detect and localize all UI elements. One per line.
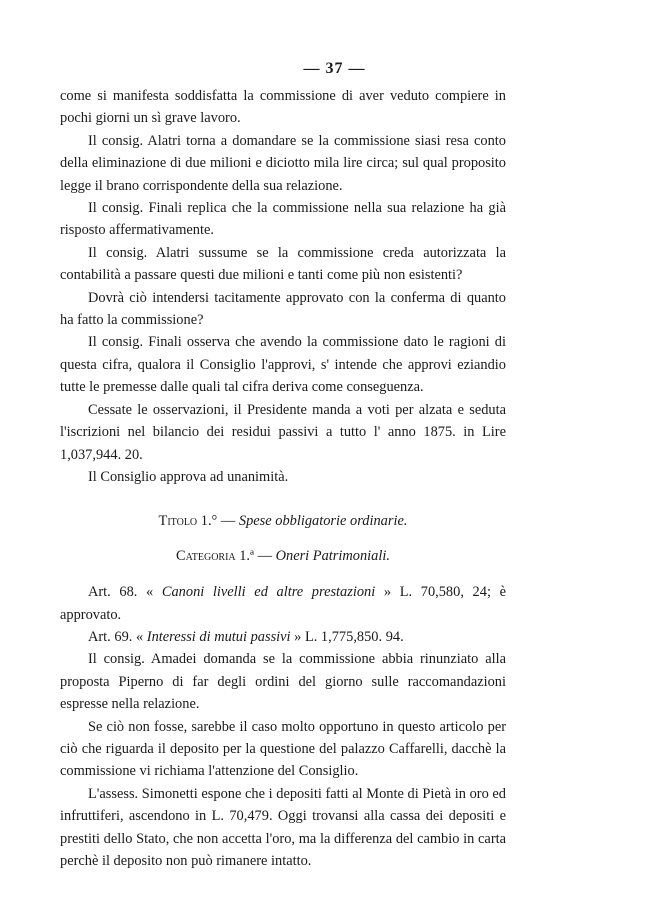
paragraph: Cessate le osservazioni, il Presidente manda a voti per alzata e seduta l'iscrizioni nel bilancio dei residui passivi a tutto l' anno 1875. in Lire 1,037,944. 20. [60, 401, 506, 463]
paragraph: Dovrà ciò intendersi tacitamente approvato con la conferma di quanto ha fatto la commissione? [60, 289, 506, 329]
titolo-dash: — [217, 513, 239, 530]
categoria-name: Oneri Patrimoniali. [275, 547, 390, 564]
categoria-label: Categoria 1.ª [176, 547, 255, 564]
article-69 [60, 626, 506, 648]
paragraph: L'assess. Simonetti espone che i depositi fatti al Monte di Pietà in oro ed infruttiferi, ascendono in L. 70,479. Oggi trovansi alla cassa dei depositi e prestiti dello Stato, che non accetta l'oro, ma la differenza del cambio in carta perchè il deposito non può rimanere intatto. [60, 785, 506, 869]
titolo-name: Spese obbligatorie ordinarie. [238, 513, 408, 530]
article-68-prefix: Art. 68. « [88, 584, 154, 601]
article-68-name: Canoni livelli ed altre prestazioni [161, 584, 376, 601]
paragraph: Il consig. Alatri torna a domandare se la commissione siasi resa conto della eliminazione di due milioni e diciotto mila lire circa; sul qual proposito legge il brano corrispondente della sua relazione. [60, 132, 506, 194]
article-69-suffix: » L. 1,775,850. 94. [294, 628, 404, 645]
article-68 [60, 581, 506, 626]
titolo-label: Titolo 1.° [158, 513, 218, 530]
page-number: — 37 — [303, 60, 366, 77]
paragraph: Il consig. Alatri sussume se la commissione creda autorizzata la contabilità a passare questi due milioni e tanti come più non esistenti? [60, 244, 506, 284]
article-68-suffix: » L. 70,580, 24; è approvato. [60, 584, 506, 623]
paragraph: Il consig. Finali osserva che avendo la commissione dato le ragioni di questa cifra, qualora il Consiglio l'approvi, s' intende che approvi eziandio tutte le premesse dalle quali tal cifra deriva come conseguenza. [60, 334, 506, 396]
article-69-prefix: Art. 69. « [88, 628, 144, 645]
paragraph: Il consig. Amadei domanda se la commissione abbia rinunziato alla proposta Piperno di far degli ordini del giorno sulle raccomandazioni espresse nella relazione. [60, 651, 506, 713]
article-69-name: Interessi di mutui passivi [146, 628, 291, 645]
page-body [60, 85, 506, 872]
categoria-dash: — [254, 547, 276, 564]
category-title [60, 545, 506, 567]
section-title [60, 510, 506, 532]
paragraph: come si manifesta soddisfatta la commissione di aver veduto compiere in pochi giorni un sì grave lavoro. [60, 88, 506, 127]
paragraph: Il Consiglio approva ad unanimità. [88, 468, 289, 485]
paragraph: Il consig. Finali replica che la commissione nella sua relazione ha già risposto affermativamente. [60, 200, 506, 239]
paragraph: Se ciò non fosse, sarebbe il caso molto opportuno in questo articolo per ciò che riguarda il deposito per la questione del palazzo Caffarelli, dacchè la commissione vi richiama l'attenzione del Consiglio. [60, 718, 506, 780]
